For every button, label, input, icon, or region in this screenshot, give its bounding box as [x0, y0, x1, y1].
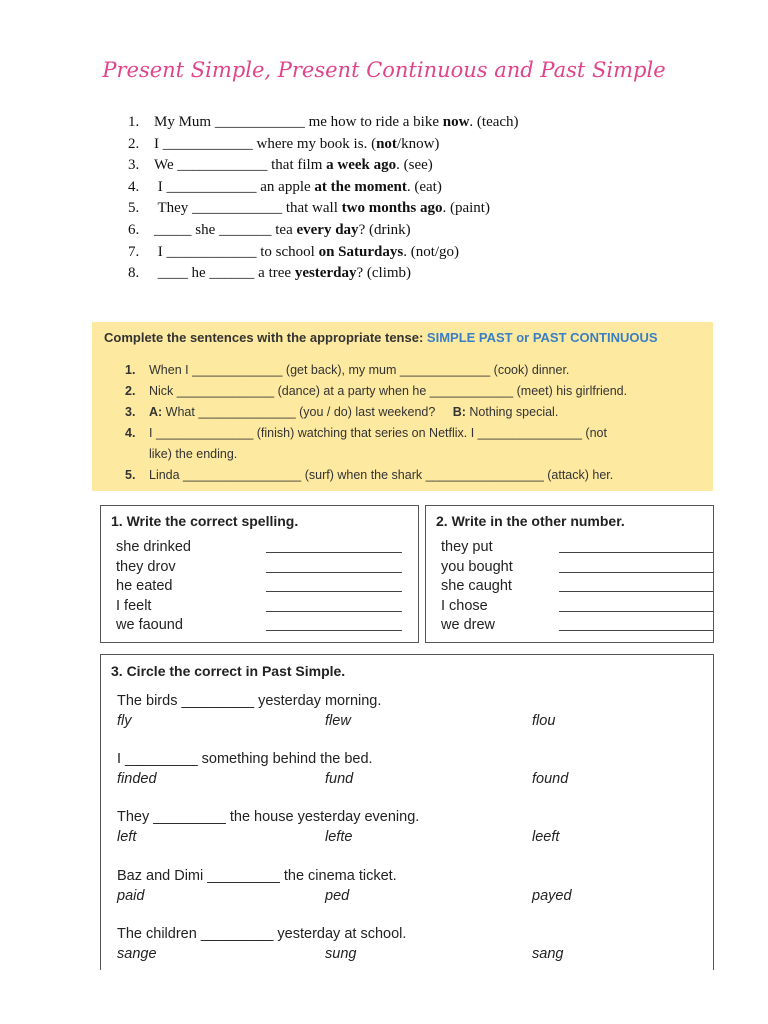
exercise-present-past [128, 112, 608, 285]
list-item: 8. ____ he ______ a tree yesterday? (climb) [128, 265, 412, 282]
list-item: 2. Nick ______________ (dance) at a party when he ____________ (meet) his girlfriend. [125, 384, 628, 398]
option[interactable]: fund [325, 771, 354, 787]
option[interactable]: sange [117, 946, 157, 962]
exercise-past-tenses [92, 322, 713, 491]
option[interactable]: finded [117, 771, 157, 787]
list-item: we faound [116, 616, 411, 636]
spelling-heading: 1. Write the correct spelling. [111, 513, 299, 529]
option[interactable]: leeft [532, 829, 560, 845]
circle-heading: 3. Circle the correct in Past Simple. [111, 663, 346, 679]
list-item: 2. I ____________ where my book is. (not/know) [128, 135, 440, 152]
list-item: we drew [441, 616, 711, 636]
exercise-heading: Complete the sentences with the appropriate tense: SIMPLE PAST or PAST CONTINUOUS [104, 330, 658, 345]
list-item: 5. Linda _________________ (surf) when the shark _________________ (attack) her. [125, 468, 614, 482]
option[interactable]: left [117, 829, 137, 845]
list-item: he eated [116, 577, 411, 597]
option[interactable]: found [532, 771, 569, 787]
option[interactable]: lefte [325, 829, 353, 845]
answer-line[interactable] [266, 591, 402, 592]
answer-line[interactable] [266, 630, 402, 631]
question: Baz and Dimi _________ the cinema ticket. paid ped payed [117, 868, 572, 904]
answer-line[interactable] [559, 572, 713, 573]
question: The birds _________ yesterday morning. fly flew flou [117, 693, 556, 729]
option[interactable]: paid [117, 888, 145, 904]
list-item: they drov [116, 558, 411, 578]
spelling-box [100, 505, 419, 643]
answer-line[interactable] [266, 572, 402, 573]
list-item: 4. I ____________ an apple at the moment. (eat) [128, 178, 442, 195]
circle-box [100, 654, 714, 970]
list-item: 4. I ______________ (finish) watching that series on Netflix. I _______________ (not [125, 426, 607, 440]
list-item: 7. I ____________ to school on Saturdays. (not/go) [128, 243, 460, 260]
answer-line[interactable] [559, 611, 713, 612]
answer-line[interactable] [559, 630, 713, 631]
list-item: I chose [441, 597, 711, 617]
list-item: you bought [441, 558, 711, 578]
question: They _________ the house yesterday evening. left lefte leeft [117, 809, 560, 845]
option[interactable]: flou [532, 713, 556, 729]
list-item: she drinked [116, 538, 411, 558]
list-item-continued: like) the ending. [149, 447, 238, 461]
list-item: I feelt [116, 597, 411, 617]
number-box [425, 505, 714, 643]
list-item: they put [441, 538, 711, 558]
option[interactable]: payed [532, 888, 572, 904]
option[interactable]: ped [325, 888, 350, 904]
option[interactable]: sung [325, 946, 357, 962]
option[interactable]: flew [325, 713, 351, 729]
answer-line[interactable] [266, 611, 402, 612]
list-item: 5. They ____________ that wall two months ago. (paint) [128, 200, 490, 217]
list-item: 3. A: What ______________ (you / do) last weekend? B: Nothing special. [125, 405, 559, 419]
answer-line[interactable] [559, 591, 713, 592]
list-item: 1. My Mum ____________ me how to ride a bike now. (teach) [128, 114, 519, 130]
worksheet-title: Present Simple, Present Continuous and Past Simple [102, 58, 666, 82]
number-heading: 2. Write in the other number. [436, 513, 625, 529]
answer-line[interactable] [559, 552, 713, 553]
answer-line[interactable] [266, 552, 402, 553]
list-item: she caught [441, 577, 711, 597]
question: I _________ something behind the bed. finded fund found [117, 751, 569, 787]
option[interactable]: sang [532, 946, 564, 962]
list-item: 3. We ____________ that film a week ago. (see) [128, 157, 433, 174]
question: The children _________ yesterday at school. sange sung sang [117, 926, 564, 962]
list-item: 6. _____ she _______ tea every day? (drink) [128, 221, 411, 238]
list-item: 1. When I _____________ (get back), my mum _____________ (cook) dinner. [125, 363, 570, 377]
option[interactable]: fly [117, 713, 132, 729]
